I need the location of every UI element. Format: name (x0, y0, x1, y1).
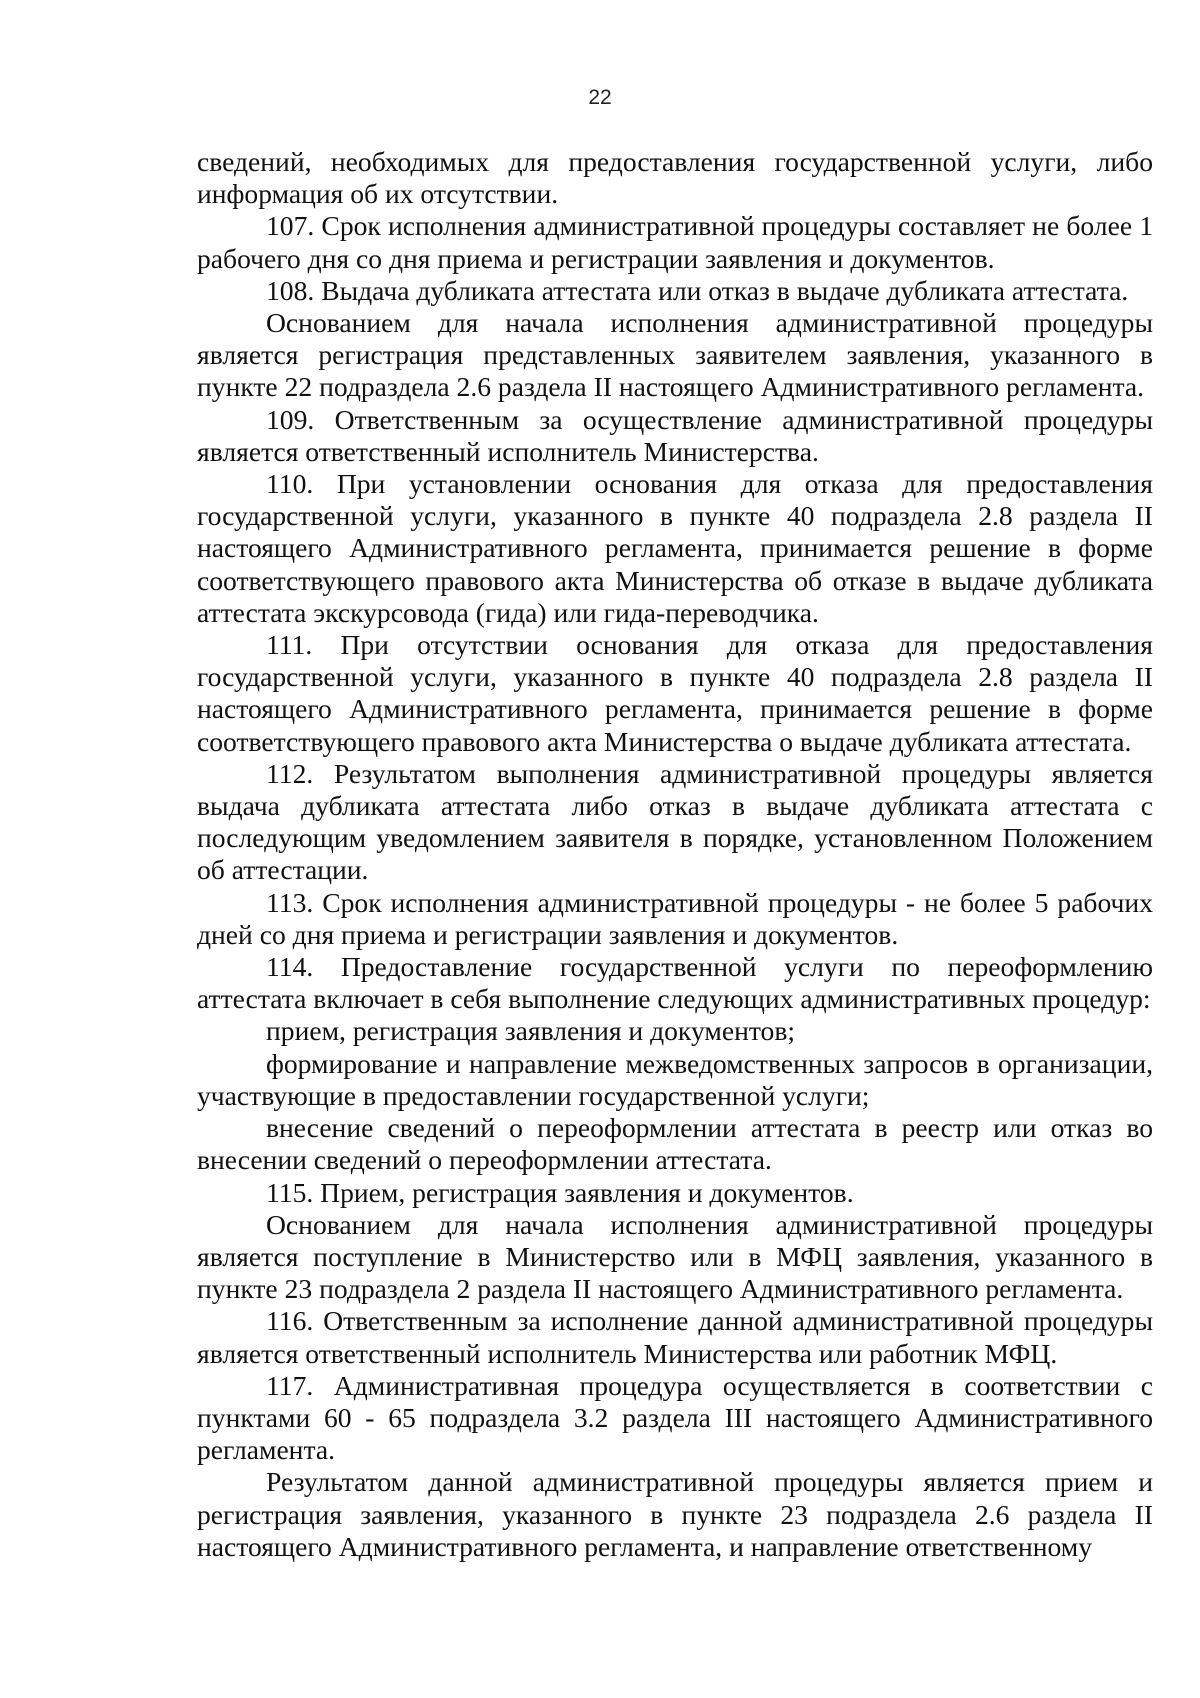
paragraph-117-result: Результатом данной административной процедуры является прием и регистрация заявления, указанного в пункте 23 подраздела 2.6 раздела II настоящего Административного регламента, и направление ответственному (197, 1466, 1153, 1562)
paragraph-114-item-2: формирование и направление межведомственных запросов в организации, участвующие в предоставлении государственной услуги; (197, 1047, 1153, 1111)
paragraph-108: 108. Выдача дубликата аттестата или отказ в выдаче дубликата аттестата. (266, 274, 1129, 306)
paragraph-112: 112. Результатом выполнения административной процедуры является выдача дубликата аттестата либо отказ в выдаче дубликата аттестата с последующим уведомлением заявителя в порядке, установленном Положением об аттестации. (197, 757, 1153, 886)
paragraph-117: 117. Административная процедура осуществляется в соответствии с пунктами 60 - 65 подраздела 3.2 раздела III настоящего Административного регламента. (197, 1369, 1153, 1466)
paragraph-114: 114. Предоставление государственной услуги по переоформлению аттестата включает в себя выполнение следующих административных процедур: (197, 951, 1153, 1015)
paragraph-115: 115. Прием, регистрация заявления и документов. (266, 1176, 854, 1208)
paragraph-109: 109. Ответственным за осуществление административной процедуры является ответственный исполнитель Министерства. (197, 403, 1153, 467)
paragraph-115-basis: Основанием для начала исполнения административной процедуры является поступление в Министерство или в МФЦ заявления, указанного в пункте 23 подраздела 2 раздела II настоящего Административного регламента. (197, 1208, 1153, 1305)
paragraph-113: 113. Срок исполнения административной процедуры - не более 5 рабочих дней со дня приема и регистрации заявления и документов. (197, 886, 1153, 950)
paragraph-continuation: сведений, необходимых для предоставления государственной услуги, либо информация об их отсутствии. (197, 146, 1153, 210)
paragraph-111: 111. При отсутствии основания для отказа для предоставления государственной услуги, указанного в пункте 40 подраздела 2.8 раздела II настоящего Административного регламента, принимается решение в форме соответствующего правового акта Министерства о выдаче дубликата аттестата. (197, 629, 1153, 757)
document-body (197, 146, 1153, 1563)
page-number: 22 (588, 86, 612, 109)
paragraph-108-basis: Основанием для начала исполнения административной процедуры является регистрация представленных заявителем заявления, указанного в пункте 22 подраздела 2.6 раздела II настоящего Административного регламента. (197, 307, 1153, 403)
paragraph-116: 116. Ответственным за исполнение данной административной процедуры является ответственный исполнитель Министерства или работник МФЦ. (197, 1305, 1153, 1369)
paragraph-110: 110. При установлении основания для отказа для предоставления государственной услуги, указанного в пункте 40 подраздела 2.8 раздела II настоящего Административного регламента, принимается решение в форме соответствующего правового акта Министерства об отказе в выдаче дубликата аттестата экскурсовода (гида) или гида-переводчика. (197, 468, 1153, 628)
paragraph-114-item-1: прием, регистрация заявления и документов; (266, 1015, 796, 1047)
paragraph-114-item-3: внесение сведений о переоформлении аттестата в реестр или отказ во внесении сведений о переоформлении аттестата. (197, 1112, 1153, 1176)
paragraph-107: 107. Срок исполнения административной процедуры составляет не более 1 рабочего дня со дня приема и регистрации заявления и документов. (197, 210, 1153, 274)
